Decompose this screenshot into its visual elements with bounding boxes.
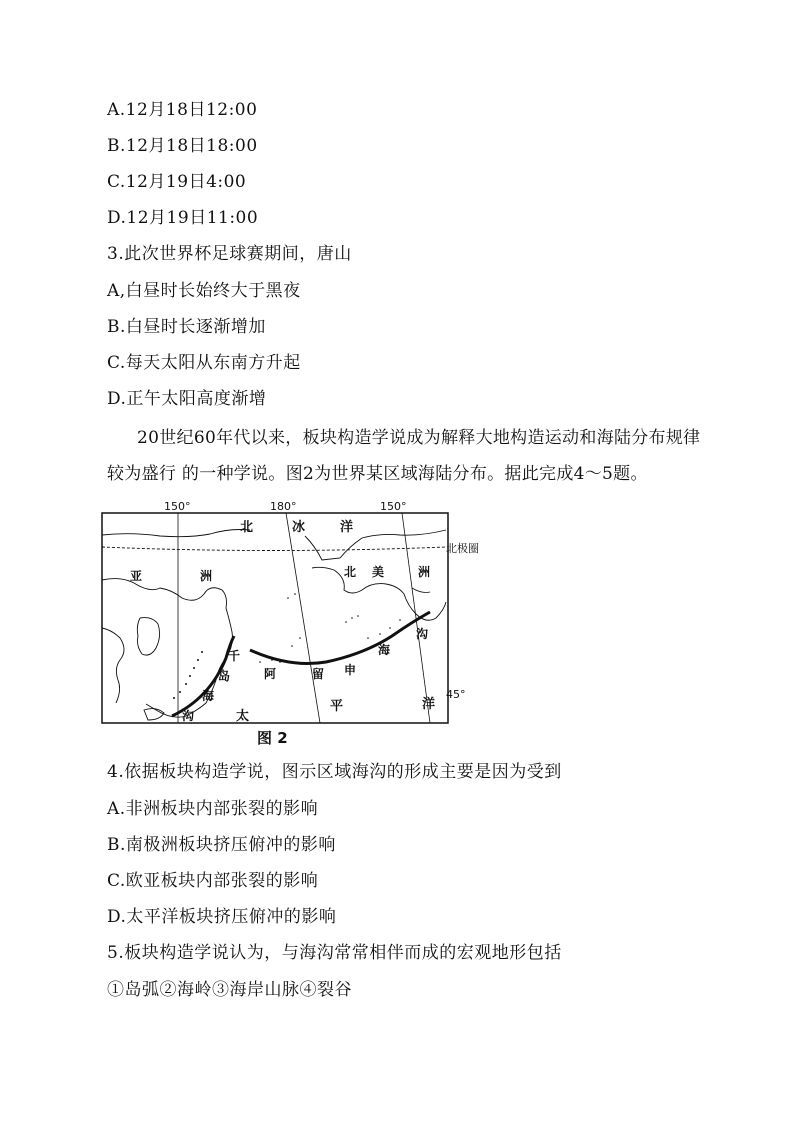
arctic-coast-asia xyxy=(102,530,250,537)
lon-label-180: 180° xyxy=(270,500,297,513)
asia-west-coast xyxy=(102,628,124,703)
intro-paragraph xyxy=(107,420,717,492)
hokkaido xyxy=(144,709,164,720)
q3-option-c: C.每天太阳从东南方升起 xyxy=(107,353,301,373)
q3-option-d: D.正午太阳高度渐增 xyxy=(107,389,267,409)
arctic-circle-line xyxy=(102,547,446,551)
lat-label-45: 45° xyxy=(446,688,466,701)
q3-option-b: B.白昼时长逐渐增加 xyxy=(107,317,266,337)
label-trench-right-hai: 海 xyxy=(378,643,391,657)
label-trench-left-gou: 沟 xyxy=(182,709,195,723)
label-na-mei: 美 xyxy=(372,565,385,579)
region-map-figure xyxy=(100,498,479,747)
q5-stem: 5.板块构造学说认为，与海沟常常相伴而成的宏观地形包括 xyxy=(107,943,562,963)
q2-option-b: B.12月18日18:00 xyxy=(107,136,258,156)
okhotsk-outline xyxy=(137,618,159,656)
meridian-150e xyxy=(402,513,430,723)
arctic-circle-label: 北极圈 xyxy=(446,542,479,555)
label-arctic-bei: 北 xyxy=(240,520,254,535)
intro-line-1: 20世纪60年代以来，板块构造学说成为解释大地构造运动和海陆分布规律 xyxy=(137,428,701,448)
label-arctic-yang: 洋 xyxy=(340,520,354,535)
arctic-coast-america xyxy=(305,530,446,560)
island-dots xyxy=(173,593,401,699)
label-pacific-ping: 平 xyxy=(330,699,344,714)
label-aleutian-liu: 留 xyxy=(312,667,325,681)
q2-option-a: A.12月18日12:00 xyxy=(107,100,258,120)
label-kuril-qian: 千 xyxy=(228,649,241,663)
q4-option-d: D.太平洋板块挤压俯冲的影响 xyxy=(107,907,337,927)
label-trench-left-hai: 海 xyxy=(202,689,215,703)
lon-label-150-left: 150° xyxy=(164,500,191,513)
q4-option-a: A.非洲板块内部张裂的影响 xyxy=(107,799,319,819)
q3-option-a: A,白昼时长始终大于黑夜 xyxy=(107,281,301,301)
label-asia-ya: 亚 xyxy=(130,569,143,583)
meridian-180 xyxy=(286,513,320,723)
label-na-zhou: 洲 xyxy=(418,565,431,579)
label-pacific-tai: 太 xyxy=(236,709,250,724)
q4-option-b: B.南极洲板块挤压俯冲的影响 xyxy=(107,835,336,855)
label-trench-right-gou: 沟 xyxy=(416,627,429,641)
aleutian-trench-line xyxy=(250,612,430,664)
intro-line-2: 较为盛行 的一种学说。图2为世界某区域海陆分布。据此完成4～5题。 xyxy=(107,464,648,484)
q2-option-d: D.12月19日11:00 xyxy=(107,208,259,228)
figure-caption: 图 2 xyxy=(257,729,288,747)
q2-option-c: C.12月19日4:00 xyxy=(107,172,247,192)
label-kuril-dao: 岛 xyxy=(218,669,231,683)
label-asia-zhou: 洲 xyxy=(200,569,213,583)
map-frame xyxy=(102,513,448,723)
q5-items: ①岛弧②海岭③海岸山脉④裂谷 xyxy=(107,980,352,1000)
label-pacific-yang: 洋 xyxy=(422,697,436,712)
label-aleutian-shen: 申 xyxy=(344,663,357,677)
q4-stem: 4.依据板块构造学说，图示区域海沟的形成主要是因为受到 xyxy=(107,762,562,782)
q4-option-c: C.欧亚板块内部张裂的影响 xyxy=(107,871,319,891)
label-aleutian-a: 阿 xyxy=(264,667,277,681)
alaska-inlet xyxy=(412,588,430,593)
lon-label-150-right: 150° xyxy=(380,500,407,513)
q3-stem: 3.此次世界杯足球赛期间，唐山 xyxy=(107,244,352,264)
label-arctic-bing: 冰 xyxy=(292,520,306,535)
label-na-bei: 北 xyxy=(344,565,357,579)
